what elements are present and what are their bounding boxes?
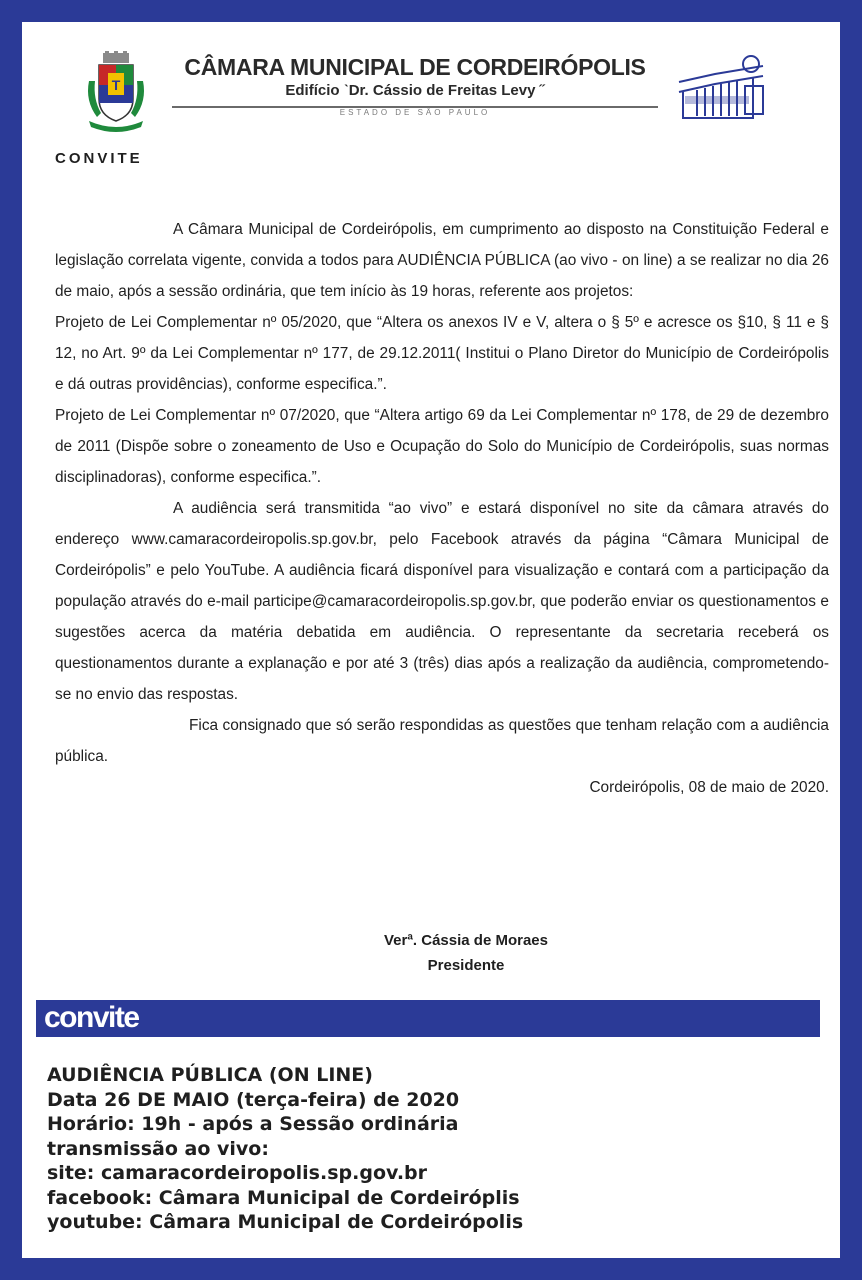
event-broadcast-label: transmissão ao vivo: <box>47 1137 269 1160</box>
building-icon <box>675 52 767 124</box>
paragraph-project-05: Projeto de Lei Complementar nº 05/2020, que “Altera os anexos IV e V, altera o § 5º e acresce os §10, § 11 e § 12, no Art. 9º da Lei Complementar nº 177, de 29.12.2011( Institui o Plano Diretor do Município de Cordeirópolis e dá outras providências), conforme especifica.”. <box>55 314 829 393</box>
document-sheet <box>22 22 840 1258</box>
coat-of-arms-icon <box>83 51 149 133</box>
event-facebook: facebook: Câmara Municipal de Cordeiróplis <box>47 1186 520 1209</box>
convite-banner <box>36 1000 820 1037</box>
header-title: CÂMARA MUNICIPAL DE CORDEIRÓPOLIS <box>184 54 646 80</box>
paragraph-project-07: Projeto de Lei Complementar nº 07/2020, que “Altera artigo 69 da Lei Complementar nº 178, de 29 de dezembro de 2011 (Dispõe sobre o zoneamento de Uso e Ocupação do Solo do Município de Cordeirópolis, suas normas disciplinadoras), conforme especifica.”. <box>55 407 829 486</box>
signer-name: Verª. Cássia de Moraes <box>384 932 548 949</box>
svg-text:T: T <box>111 77 121 93</box>
convite-heading: CONVITE <box>55 150 143 167</box>
header-state: ESTADO DE SÃO PAULO <box>339 108 491 117</box>
event-youtube: youtube: Câmara Municipal de Cordeirópolis <box>47 1211 524 1233</box>
paragraph-notice: Fica consignado que só serão respondidas as questões que tenham relação com a audiência pública. <box>55 717 829 765</box>
convite-banner-label: convite <box>44 1001 139 1034</box>
event-date: Data 26 DE MAIO (terça-feira) de 2020 <box>47 1088 460 1111</box>
date-line: Cordeirópolis, 08 de maio de 2020. <box>589 779 829 796</box>
signature-block <box>22 928 840 978</box>
paragraph-broadcast: A audiência será transmitida “ao vivo” e estará disponível no site da câmara através do endereço www.camaracordeiropolis.sp.gov.br, pelo Facebook através da página “Câmara Municipal de Cordeirópolis” e pelo YouTube. A audiência ficará disponível para visualização e contará com a participação da população através do e-mail participe@camaracordeiropolis.sp.gov.br, que poderão enviar os questionamentos e sugestões acerca da matéria debatida em audiência. O representante da secretaria receberá os questionamentos durante a explanação e por até 3 (três) dias após a realização da audiência, comprometendo-se no envio das respostas. <box>55 500 829 703</box>
paragraph-intro: A Câmara Municipal de Cordeirópolis, em cumprimento ao disposto na Constituição Federal e legislação correlata vigente, convida a todos para AUDIÊNCIA PÚBLICA (ao vivo - on line) a se realizar no dia 26 de maio, após a sessão ordinária, que tem início às 19 horas, referente aos projetos: <box>55 221 829 300</box>
event-title: AUDIÊNCIA PÚBLICA (ON LINE) <box>47 1064 373 1086</box>
event-time: Horário: 19h - após a Sessão ordinária <box>47 1113 459 1135</box>
event-site: site: camaracordeiropolis.sp.gov.br <box>47 1162 428 1184</box>
event-details <box>47 1063 827 1235</box>
signer-role: Presidente <box>427 957 505 974</box>
invitation-body <box>55 214 829 803</box>
header-subtitle: Edifício ˋDr. Cássio de Freitas Levy ˝ <box>285 82 545 99</box>
